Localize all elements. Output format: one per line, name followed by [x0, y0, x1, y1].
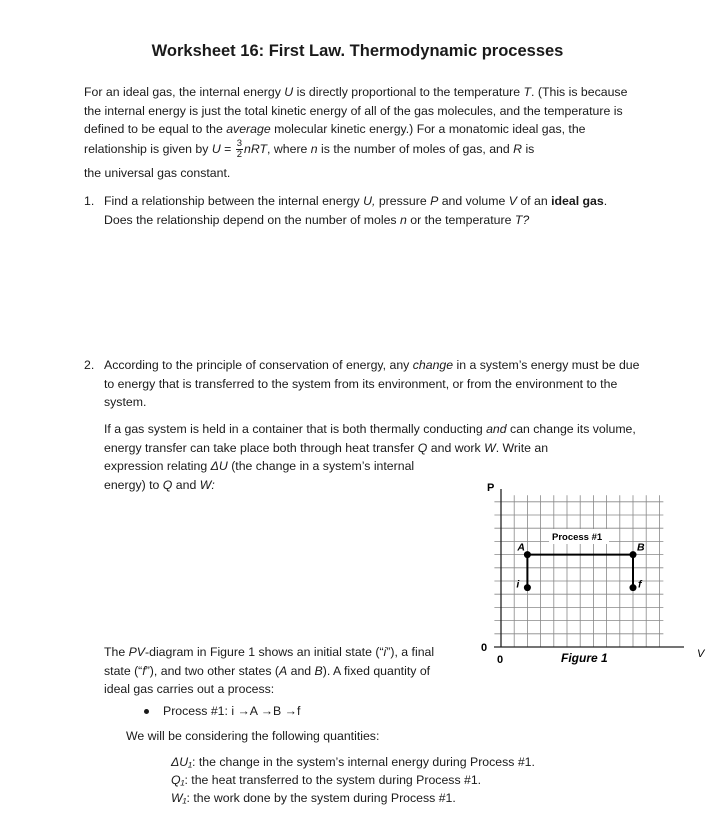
state-label-A: A	[517, 541, 525, 554]
considering-text: We will be considering the following quantities:	[126, 729, 380, 743]
state-label-B: B	[637, 541, 645, 554]
question-1-number: 1.	[84, 194, 95, 208]
bullet-icon	[144, 709, 149, 714]
state-point-i	[524, 584, 531, 591]
question-2-paragraph-2: If a gas system is held in a container that is both thermally conducting and can change its volume, energy transfer can take place both through heat transfer Q and work W. Write an expression relating ΔU (the change in a system’s internal energy) to Q and W:	[104, 422, 636, 492]
process-text: Process #1: i →A →B →f	[163, 704, 301, 718]
quantity-item: W₁: the work done by the system during Process #1.	[171, 791, 456, 805]
state-point-f	[630, 584, 637, 591]
v-zero-label: 0	[497, 654, 504, 666]
p-axis-label: P	[487, 482, 495, 494]
pv-diagram	[470, 475, 710, 675]
question-2-paragraph-1: According to the principle of conservation of energy, any change in a system’s energy must be due to energy that is transferred to the system from its environment, or from the environment to the system.	[104, 358, 640, 409]
question-1-text: Find a relationship between the internal energy U, pressure P and volume V of an ideal gas. Does the relationship depend on the number of moles n or the temperature T?	[104, 194, 608, 227]
v-axis-label: V	[697, 648, 705, 660]
worksheet-title: Worksheet 16: First Law. Thermodynamic processes	[151, 42, 564, 60]
three-halves-fraction: $\frac{3}{2}$	[236, 137, 243, 160]
quantity-item: ΔU₁: the change in the system’s internal energy during Process #1.	[171, 755, 535, 769]
intro-paragraph: For an ideal gas, the internal energy U is directly proportional to the temperature T. (This is because the internal energy is just the total kinetic energy of all of the gas molecules, and the temperature is defined to be equal to the average molecular kinetic energy.) For a monatomic ideal gas, the relationship is given by U = $\frac{3}{2}$ nRT, where n is the number of moles of gas, and R is the universal gas constant.	[84, 85, 628, 180]
quantity-item: Q₁: the heat transferred to the system during Process #1.	[171, 773, 482, 787]
question-2-number: 2.	[84, 358, 95, 372]
p-zero-label: 0	[481, 642, 488, 654]
process-label: Process #1	[552, 532, 603, 543]
figure-caption: Figure 1	[561, 651, 608, 665]
pv-grid	[494, 495, 663, 647]
state-label-i: i	[516, 578, 520, 591]
state-label-f: f	[638, 578, 642, 591]
question-2-paragraph-3: The PV-diagram in Figure 1 shows an initial state (“i”), a final state (“f”), and two other states (A and B). A fixed quantity of ideal gas carries out a process:	[104, 645, 435, 696]
process-bullet	[144, 704, 300, 718]
quantities-list	[171, 753, 535, 807]
state-point-B	[630, 551, 637, 558]
